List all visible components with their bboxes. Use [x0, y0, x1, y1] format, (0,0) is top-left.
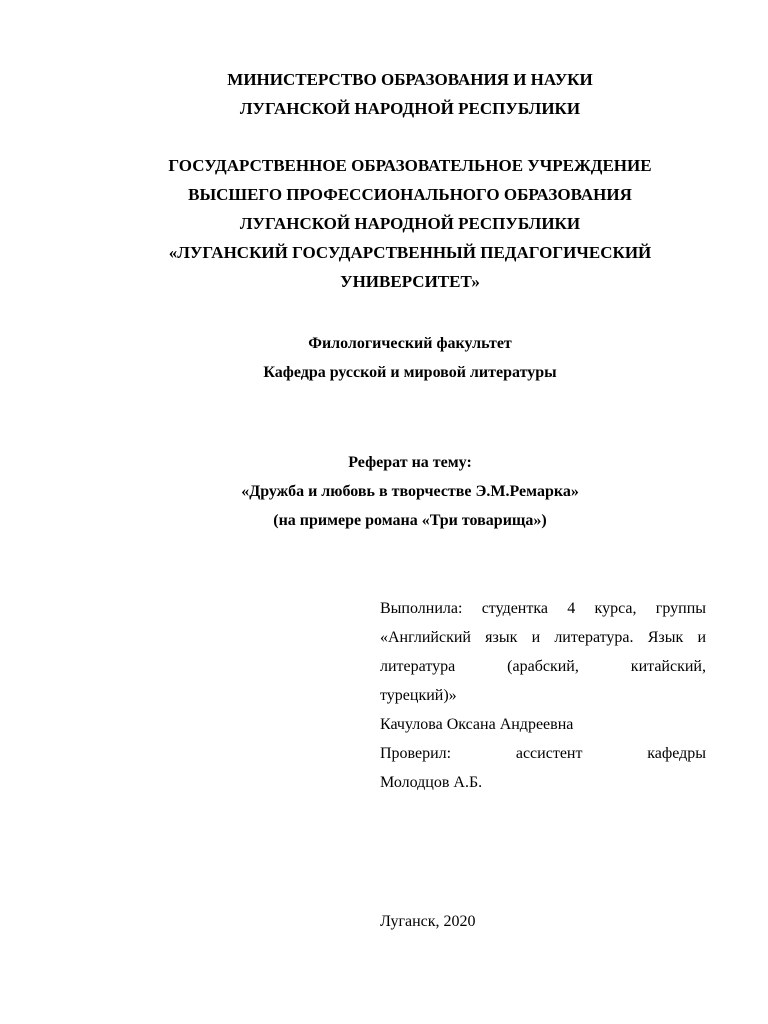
- ministry-line-1: МИНИСТЕРСТВО ОБРАЗОВАНИЯ И НАУКИ: [227, 70, 593, 89]
- topic-label: Реферат на тему:: [348, 454, 472, 471]
- faculty-name: Филологический факультет: [308, 335, 512, 352]
- author-info-line-4: турецкий)»: [380, 687, 457, 704]
- institution-line-1: ГОСУДАРСТВЕННОЕ ОБРАЗОВАТЕЛЬНОЕ УЧРЕЖДЕНИЕ: [168, 156, 652, 175]
- institution-line-5: УНИВЕРСИТЕТ»: [340, 272, 480, 291]
- topic-subtitle: (на примере романа «Три товарища»): [273, 512, 547, 529]
- author-info-line-1: Выполнила: студентка 4 курса, группы: [380, 600, 706, 617]
- institution-line-4: «ЛУГАНСКИЙ ГОСУДАРСТВЕННЫЙ ПЕДАГОГИЧЕСКИЙ: [168, 243, 652, 262]
- topic-title: «Дружба и любовь в творчестве Э.М.Ремарка»: [241, 483, 579, 500]
- reviewer-name: Молодцов А.Б.: [380, 774, 483, 791]
- institution-line-3: ЛУГАНСКОЙ НАРОДНОЙ РЕСПУБЛИКИ: [239, 214, 581, 233]
- author-info-line-3: литература (арабский, китайский,: [380, 658, 706, 675]
- student-name: Качулова Оксана Андреевна: [380, 716, 574, 733]
- faculty-block: [100, 329, 720, 387]
- author-info-block: [380, 594, 706, 797]
- institution-line-2: ВЫСШЕГО ПРОФЕССИОНАЛЬНОГО ОБРАЗОВАНИЯ: [188, 185, 632, 204]
- institution-header: [100, 151, 720, 296]
- reviewer-line: Проверил: ассистент кафедры: [380, 745, 706, 762]
- ministry-line-2: ЛУГАНСКОЙ НАРОДНОЙ РЕСПУБЛИКИ: [239, 99, 581, 118]
- author-info-line-2: «Английский язык и литература. Язык и: [380, 629, 706, 646]
- department-name: Кафедра русской и мировой литературы: [263, 364, 557, 381]
- topic-block: [100, 448, 720, 535]
- ministry-header: [100, 65, 720, 123]
- city-year: Луганск, 2020: [380, 913, 476, 930]
